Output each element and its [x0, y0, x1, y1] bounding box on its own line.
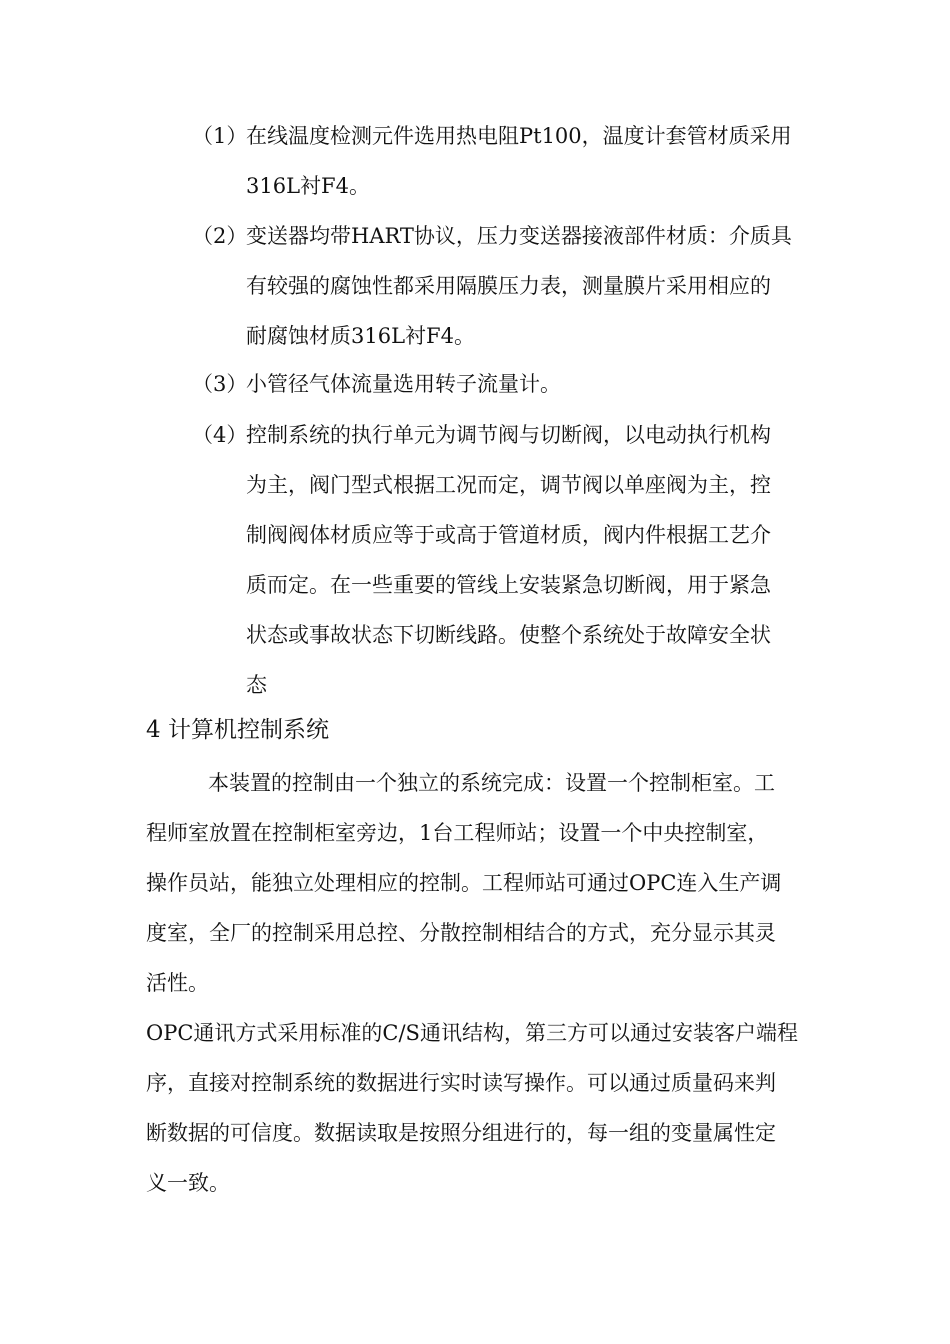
list-item-1 — [192, 111, 812, 211]
paragraph-opc — [146, 1008, 816, 1208]
list-item-line: 耐腐蚀材质316L衬F4。 — [246, 324, 475, 348]
list-item-line: 态 — [246, 673, 267, 697]
list-item-2 — [192, 211, 812, 361]
list-item-line: 质而定。在一些重要的管线上安装紧急切断阀，用于紧急 — [246, 573, 771, 597]
list-item-line: 为主，阀门型式根据工况而定，调节阀以单座阀为主，控 — [246, 473, 771, 497]
paragraph-line: 义一致。 — [146, 1171, 230, 1195]
paragraph-line: 序，直接对控制系统的数据进行实时读写操作。可以通过质量码来判 — [146, 1071, 776, 1095]
list-item-number: （2） — [192, 224, 248, 248]
list-item-line: 控制系统的执行单元为调节阀与切断阀，以电动执行机构 — [246, 423, 771, 447]
paragraph-line: 度室，全厂的控制采用总控、分散控制相结合的方式，充分显示其灵 — [146, 921, 776, 945]
section-heading: 4 计算机控制系统 — [146, 717, 329, 743]
list-item-number: （1） — [192, 124, 248, 148]
paragraph-line: 活性。 — [146, 971, 209, 995]
paragraph-line: OPC通讯方式采用标准的C/S通讯结构，第三方可以通过安装客户端程 — [146, 1021, 798, 1045]
list-item-line: 有较强的腐蚀性都采用隔膜压力表，测量膜片采用相应的 — [246, 274, 771, 298]
list-item-line: 小管径气体流量选用转子流量计。 — [246, 372, 561, 396]
paragraph-line: 本装置的控制由一个独立的系统完成：设置一个控制柜室。工 — [208, 771, 775, 795]
paragraph-line: 程师室放置在控制柜室旁边，1台工程师站；设置一个中央控制室， — [146, 821, 769, 845]
list-item-line: 在线温度检测元件选用热电阻Pt100，温度计套管材质采用 — [246, 124, 792, 148]
list-item-line: 变送器均带HART协议，压力变送器接液部件材质：介质具 — [246, 224, 792, 248]
list-item-4 — [192, 410, 812, 710]
paragraph-line: 操作员站，能独立处理相应的控制。工程师站可通过OPC连入生产调 — [146, 871, 782, 895]
paragraph-control-system — [146, 758, 816, 1008]
list-item-line: 状态或事故状态下切断线路。使整个系统处于故障安全状 — [246, 623, 771, 647]
list-item-number: （3） — [192, 372, 248, 396]
paragraph-line: 断数据的可信度。数据读取是按照分组进行的，每一组的变量属性定 — [146, 1121, 776, 1145]
list-item-number: （4） — [192, 423, 248, 447]
list-item-line: 316L衬F4。 — [246, 174, 370, 198]
list-item-3 — [192, 359, 812, 409]
list-item-line: 制阀阀体材质应等于或高于管道材质，阀内件根据工艺介 — [246, 523, 771, 547]
